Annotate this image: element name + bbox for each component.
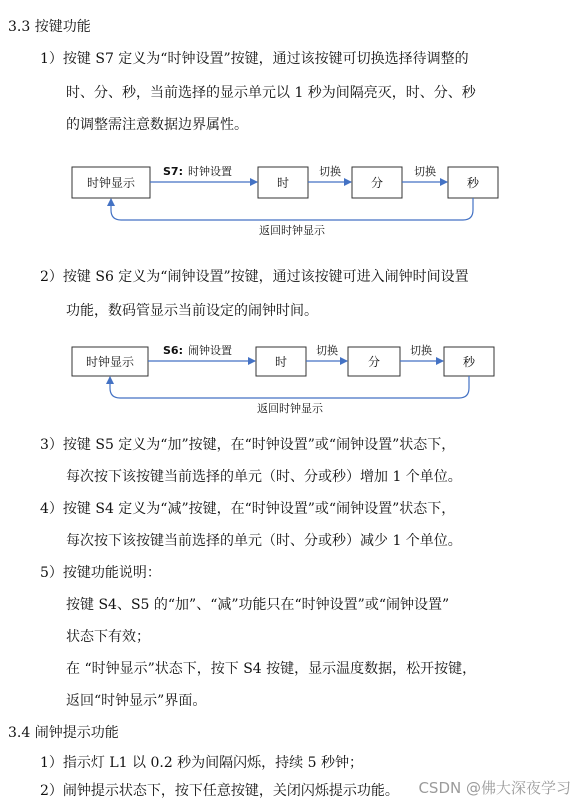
arrow-key-label: S7:	[163, 165, 183, 178]
item2-line2: 功能，数码管显示当前设定的闹钟时间。	[66, 303, 318, 319]
section34-item2: 2）闹钟提示状态下，按下任意按键，关闭闪烁提示功能。	[40, 783, 399, 799]
item5-title: 5）按键功能说明：	[40, 565, 161, 581]
item3-line1: 3）按键 S5 定义为“加”按键，在“时钟设置”或“闹钟设置”状态下，	[40, 437, 456, 453]
csdn-watermark: CSDN @佛大深夜学习	[418, 779, 571, 797]
item1-line1: 1）按键 S7 定义为“时钟设置”按键，通过该按键可切换选择待调整的	[40, 51, 469, 67]
section34-item1: 1）指示灯 L1 以 0.2 秒为间隔闪烁，持续 5 秒钟；	[40, 755, 363, 771]
return-label: 返回时钟显示	[257, 402, 323, 415]
item5-p2-line2: 返回“时钟显示”界面。	[66, 693, 207, 709]
arrow-action-label: 时钟设置	[188, 165, 232, 178]
minute-box-label: 分	[367, 355, 381, 369]
second-box-label: 秒	[466, 176, 480, 190]
clock-display-box-label: 时钟显示	[85, 355, 135, 369]
switch-label-1: 切换	[316, 344, 338, 357]
alarm-setting-flow-diagram	[0, 330, 577, 422]
item5-p2-line1: 在 “时钟显示”状态下，按下 S4 按键，显示温度数据，松开按键，	[66, 661, 477, 677]
section-3-4-title: 3.4 闹钟提示功能	[8, 725, 119, 741]
switch-label-2: 切换	[414, 165, 436, 178]
item5-p1-line1: 按键 S4、S5 的“加”、“减”功能只在“时钟设置”或“闹钟设置”	[66, 597, 450, 613]
item5-p1-line2: 状态下有效；	[66, 629, 150, 645]
minute-box-label: 分	[370, 176, 384, 190]
item2-line1: 2）按键 S6 定义为“闹钟设置”按键，通过该按键可进入闹钟时间设置	[40, 269, 469, 285]
section-3-3-title: 3.3 按键功能	[8, 19, 91, 35]
hour-box-label: 时	[274, 355, 288, 369]
return-arrow	[110, 376, 469, 398]
switch-label-2: 切换	[410, 344, 432, 357]
arrow-key-label: S6:	[163, 344, 183, 357]
item4-line2: 每次按下该按键当前选择的单元（时、分或秒）减少 1 个单位。	[66, 533, 462, 549]
item1-line2: 时、分、秒，当前选择的显示单元以 1 秒为间隔亮灭，时、分、秒	[66, 85, 476, 101]
item1-line3: 的调整需注意数据边界属性。	[66, 117, 248, 133]
hour-box-label: 时	[276, 176, 290, 190]
return-label: 返回时钟显示	[259, 224, 325, 237]
clock-display-box-label: 时钟显示	[86, 176, 136, 190]
item4-line1: 4）按键 S4 定义为“减”按键，在“时钟设置”或“闹钟设置”状态下，	[40, 501, 456, 517]
switch-label-1: 切换	[319, 165, 341, 178]
item3-line2: 每次按下该按键当前选择的单元（时、分或秒）增加 1 个单位。	[66, 469, 462, 485]
clock-setting-flow-diagram	[0, 150, 577, 242]
return-arrow	[111, 198, 473, 220]
second-box-label: 秒	[462, 355, 476, 369]
arrow-action-label: 闹钟设置	[188, 344, 232, 357]
